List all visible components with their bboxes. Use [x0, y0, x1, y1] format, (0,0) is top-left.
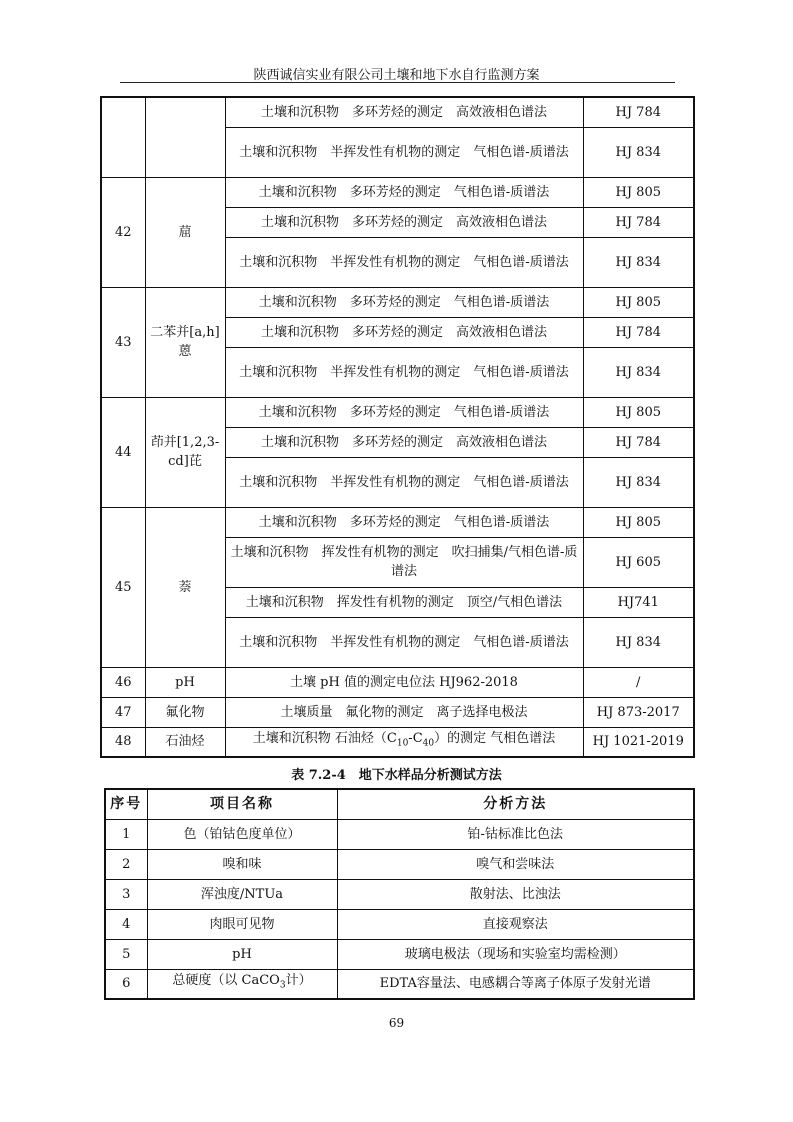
method-cell: 土壤和沉积物 多环芳烃的测定 高效液相色谱法 — [225, 427, 583, 457]
method-cell: 土壤质量 氟化物的测定 离子选择电极法 — [225, 697, 583, 727]
no-cell: 2 — [105, 849, 147, 879]
col-header-method: 分析方法 — [337, 789, 694, 819]
no-cell: 44 — [101, 397, 145, 507]
name-cell: 浑浊度/NTUa — [147, 879, 337, 909]
page-number: 69 — [388, 1016, 405, 1030]
table-row — [101, 177, 694, 207]
table-row — [101, 287, 694, 317]
standard-cell: HJ 834 — [583, 457, 694, 507]
method-cell: 土壤和沉积物 半挥发性有机物的测定 气相色谱-质谱法 — [225, 237, 583, 287]
method-cell: 土壤和沉积物 石油烃$(C_{10}-C_{40})$的测定 气相色谱法 — [225, 727, 583, 757]
method-cell: 玻璃电极法（现场和实验室均需检测） — [337, 939, 694, 969]
name-cell: 总硬度（以 CaCO$_3$计） — [147, 969, 337, 999]
standard-cell: HJ 805 — [583, 177, 694, 207]
method-cell: 土壤和沉积物 多环芳烃的测定 气相色谱-质谱法 — [225, 287, 583, 317]
method-cell: 土壤和沉积物 多环芳烃的测定 气相色谱-质谱法 — [225, 177, 583, 207]
name-cell: 色（铂钴色度单位） — [147, 819, 337, 849]
standard-cell: HJ 805 — [583, 287, 694, 317]
name-cell: pH — [147, 939, 337, 969]
method-cell: 土壤和沉积物 半挥发性有机物的测定 气相色谱-质谱法 — [225, 617, 583, 667]
standard-cell: / — [583, 667, 694, 697]
standard-cell: HJ 784 — [583, 317, 694, 347]
standard-cell: HJ 805 — [583, 397, 694, 427]
standard-cell: HJ 834 — [583, 237, 694, 287]
method-cell: 嗅气和尝味法 — [337, 849, 694, 879]
table-row — [105, 819, 694, 849]
standard-cell: HJ 784 — [583, 207, 694, 237]
method-cell: 散射法、比浊法 — [337, 879, 694, 909]
method-cell: EDTA容量法、电感耦合等离子体原子发射光谱 — [337, 969, 694, 999]
method-cell: 土壤和沉积物 半挥发性有机物的测定 气相色谱-质谱法 — [225, 347, 583, 397]
method-cell: 土壤 pH 值的测定电位法 HJ962-2018 — [225, 667, 583, 697]
standard-cell: HJ 834 — [583, 127, 694, 177]
standard-cell: HJ 605 — [583, 537, 694, 587]
method-cell: 土壤和沉积物 半挥发性有机物的测定 气相色谱-质谱法 — [225, 457, 583, 507]
method-cell: 土壤和沉积物 半挥发性有机物的测定 气相色谱-质谱法 — [225, 127, 583, 177]
method-cell: 土壤和沉积物 多环芳烃的测定 气相色谱-质谱法 — [225, 507, 583, 537]
method-cell: 土壤和沉积物 多环芳烃的测定 高效液相色谱法 — [225, 207, 583, 237]
table-header-row — [105, 789, 694, 819]
method-cell: 铂-钴标准比色法 — [337, 819, 694, 849]
standard-cell: HJ741 — [583, 587, 694, 617]
standard-cell: HJ 873-2017 — [583, 697, 694, 727]
method-cell: 土壤和沉积物 挥发性有机物的测定 吹扫捕集/气相色谱-质谱法 — [225, 537, 583, 587]
table-row — [101, 727, 694, 757]
no-cell: 6 — [105, 969, 147, 999]
name-cell: pH — [145, 667, 225, 697]
table-row — [101, 507, 694, 537]
no-cell: 48 — [101, 727, 145, 757]
no-cell: 42 — [101, 177, 145, 287]
no-cell: 3 — [105, 879, 147, 909]
no-cell: 43 — [101, 287, 145, 397]
standard-cell: HJ 1021-2019 — [583, 727, 694, 757]
no-cell: 47 — [101, 697, 145, 727]
table-row — [101, 97, 694, 127]
no-cell: 4 — [105, 909, 147, 939]
no-cell: 1 — [105, 819, 147, 849]
name-cell: 二苯并[a,h]蒽 — [145, 287, 225, 397]
col-header-name: 项目名称 — [147, 789, 337, 819]
standard-cell: HJ 834 — [583, 617, 694, 667]
standard-cell: HJ 834 — [583, 347, 694, 397]
method-cell: 直接观察法 — [337, 909, 694, 939]
name-cell: 嗅和味 — [147, 849, 337, 879]
name-cell: 氟化物 — [145, 697, 225, 727]
table-row — [105, 969, 694, 999]
standard-cell: HJ 784 — [583, 427, 694, 457]
method-cell: 土壤和沉积物 多环芳烃的测定 气相色谱-质谱法 — [225, 397, 583, 427]
table-row — [105, 849, 694, 879]
name-cell: 石油烃 — [145, 727, 225, 757]
header-rule — [120, 82, 675, 83]
table-row — [105, 909, 694, 939]
table-row — [101, 667, 694, 697]
name-cell: 䓛 — [145, 177, 225, 287]
table-row — [101, 397, 694, 427]
soil-method-table — [100, 96, 695, 758]
standard-cell: HJ 784 — [583, 97, 694, 127]
no-cell: 5 — [105, 939, 147, 969]
name-cell: 萘 — [145, 507, 225, 667]
no-cell: 45 — [101, 507, 145, 667]
table-row — [101, 697, 694, 727]
name-cell: 茚并[1,2,3-cd]芘 — [145, 397, 225, 507]
standard-cell: HJ 805 — [583, 507, 694, 537]
table-row — [105, 879, 694, 909]
page-header: 陕西诚信实业有限公司土壤和地下水自行监测方案 — [253, 68, 540, 83]
col-header-no: 序号 — [105, 789, 147, 819]
no-cell — [101, 97, 145, 177]
method-cell: 土壤和沉积物 挥发性有机物的测定 顶空/气相色谱法 — [225, 587, 583, 617]
table-row — [105, 939, 694, 969]
method-cell: 土壤和沉积物 多环芳烃的测定 高效液相色谱法 — [225, 97, 583, 127]
name-cell: 肉眼可见物 — [147, 909, 337, 939]
method-cell: 土壤和沉积物 多环芳烃的测定 高效液相色谱法 — [225, 317, 583, 347]
table-caption: 表 7.2-4 地下水样品分析测试方法 — [291, 768, 502, 783]
groundwater-method-table — [104, 788, 695, 1000]
no-cell: 46 — [101, 667, 145, 697]
name-cell — [145, 97, 225, 177]
